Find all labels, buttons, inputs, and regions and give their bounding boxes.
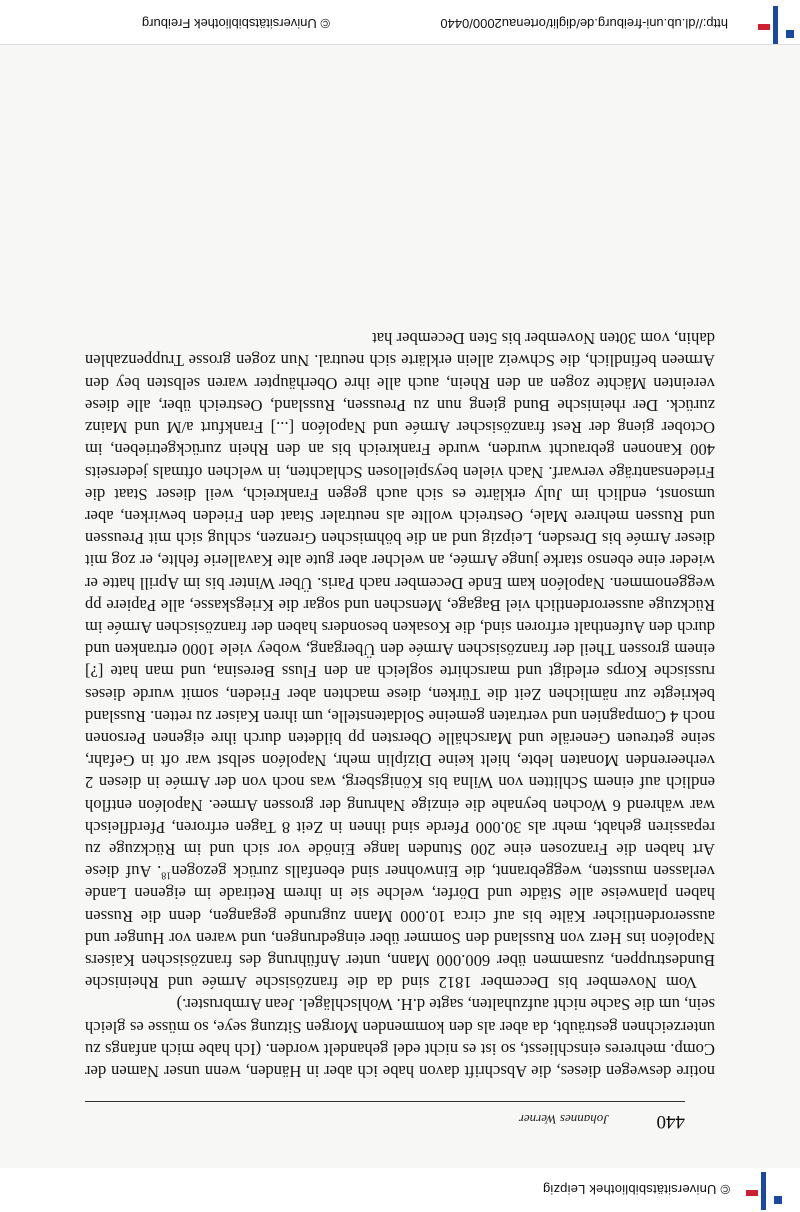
ub-freiburg-logo-icon — [742, 1170, 788, 1210]
library-bottom-bar — [0, 0, 800, 45]
paragraph — [85, 327, 715, 993]
copyright-label: © Universitätsbibliothek Freiburg — [141, 16, 330, 31]
paragraph-text: . Auf diese Art haben die Franzosen eine 200 Stunden lange Einöde vor sich und im Rückzuge zu repassiren gehabt, mehr als 30.000 Pferde sind ihnen in Zeit 8 Tagen erfroren, Pferdfleisch war während 6 Wochen beynahe die einzige Nahrung der grossen Armee. Napoléon entfloh endlich auf einem Schlitten von Wilna bis Königsberg, was noch von der Armée in diesen 2 verheerenden Monaten lebte, hielt keine Dizíplin mehr, Napoléon selbst war oft in Gefahr, seine getreuen Generäle und Marschälle Obersten pp bildeten durch ihre eigenen Personen noch 4 Compagnien und vertraten gemeine Soldatenstelle, um ihren Kaiser zu retten. Russland bekriegte zur nämlichen Zeit die Türken, diese machten aber Frieden, somit wurde dieses russische Korps erledigt und marschirte sogleich an den Fluss Beresina, und man hate [?] einem grossen Theil der französischen Armée den Übergang, wobey viele 1000 ertranken und durch den Aufenthalt erfroren sind, die Kosaken besonders haben der französischen Armée im Rückzuge ausserordentlich viel Bagage, Menschen und sogar die Kriegskasse, alle Papiere pp weggenommen. Napoléon kam Ende December nach Paris. Über Winter bis im Aprill hatte er wieder eine ebenso starke junge Armée, an welcher aber gute alte Kavallerie fehlte, er zog mit dieser Armée bis Dresden, Leipzig und an die böhmischen Grenzen, schlug sich mit Preussen und Russen mehrere Male, Oestreich wollte als neutraler Staat den Frieden bewirken, aber umsonst, endlich im July erklärte es sich auch gegen Frankreich, weil dieser Staat die Friedensanträge verwarf. Nach vielen beyspiellosen Schlachten, in welchen oftmals jederseits 400 Kanonen gebraucht wurden, wurde Frankreich bis an den Rhein zurückgetrieben, im October gieng der Rest französischer Armée und Napoléon [...] Frankfurt a/M und Mainz zurück. Der rheinische Bund gieng nun zu Preussen, Russland, Oestreich über, alle diese vereinten Mächte zogen an den Rhein, auch alle ihre Oberhäupter waren selbsten bey den Armeen befindlich, die Schweiz allein erklärte sich neutral. Nun zogen grosse Truppenzahlen dahin, vom 30ten November bis 5ten December hat — [85, 329, 715, 882]
page-number: 440 — [656, 1111, 685, 1132]
library-top-bar — [0, 1168, 800, 1212]
paragraph: notire deswegen dieses, die Abschrift davon habe ich aber in Händen, wenn unser Namen der Comp. mehreres einschliesst, so ist es nicht edel gehandelt worden. (Ich habe mich anfangs zu unterzeichnen gesträubt, da aber als den kommenden Morgen Sitzung seye, so müsse es gleich sein, um die Sache nicht aufzuhalten, sagte d.H. Wohlschlägel. Jean Armbruster.) — [85, 995, 715, 1081]
page-body — [85, 327, 715, 1082]
source-url-link[interactable]: http://dl.ub.uni-freiburg.de/diglit/ortenau2000/0440 — [440, 16, 728, 31]
copyright-leipzig: © Universitätsbibliothek Leipzig — [542, 1182, 730, 1198]
footnote-ref: 18 — [161, 869, 172, 881]
page-header — [85, 1101, 685, 1132]
running-head: Johannes Werner — [518, 1112, 609, 1127]
paragraph-text: Vom November bis December 1812 sind da die französische Armée und Rheinische Bundestruppen, zusammen über 600.000 Mann, unter Anführung des französischen Kaisers Napoléon ins Herz von Russland den Sommer über eingedrungen, und waren vor Hunger und ausserordentlicher Kälte bis auf circa 10.000 Mann zugrunde gegangen, denn die Russen haben planweise alle Städte und Dörfer, welche sie in ihrem Retirade im eigenen Lande verlassen mussten, weggebrannt, die Einwohner sind ebenfalls zurück gezogen — [85, 862, 715, 993]
